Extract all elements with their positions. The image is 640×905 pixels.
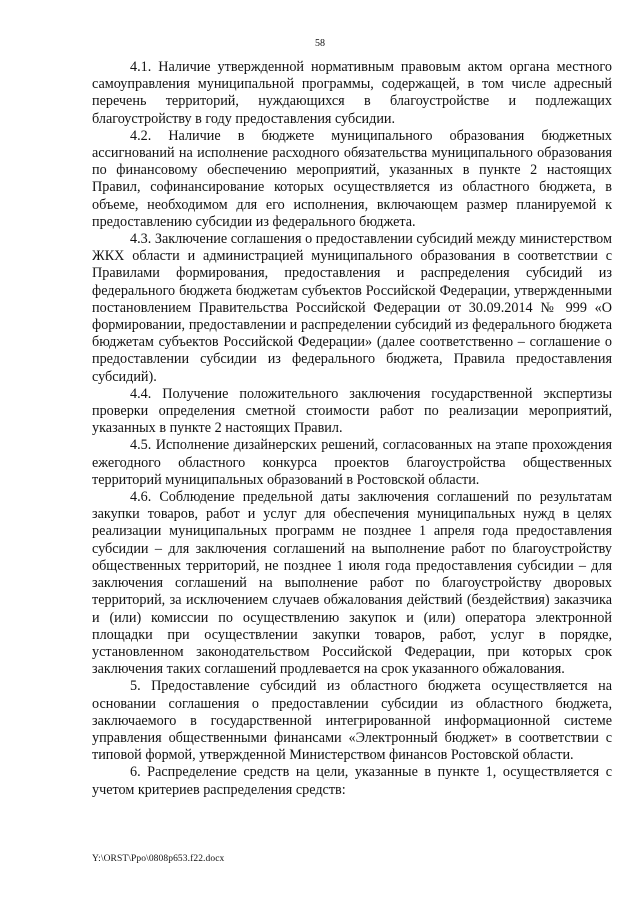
paragraph-4-3: 4.3. Заключение соглашения о предоставлении субсидий между министерством ЖКХ области и администрацией муниципального образования в соответствии с Правилами формирования, предоставления и распределения субсидий из федерального бюджета бюджетам субъектов Российской Федерации, утвержденными постановлением Правительства Российской Федерации от 30.09.2014 № 999 «О формировании, предоставлении и распределении субсидий из федерального бюджета бюджетам субъектов Российской Федерации» (далее соответственно – соглашение о предоставлении субсидии из федерального бюджета, Правила предоставления субсидий). [92, 231, 612, 385]
footer-file-path: Y:\ORST\Ppo\0808p653.f22.docx [92, 854, 225, 864]
page-number: 58 [315, 38, 325, 49]
paragraph-4-5: 4.5. Исполнение дизайнерских решений, согласованных на этапе прохождения ежегодного областного конкурса проектов благоустройства общественных территорий муниципальных образований в Ростовской области. [92, 437, 612, 488]
paragraph-4-6: 4.6. Соблюдение предельной даты заключения соглашений по результатам закупки товаров, работ и услуг для обеспечения муниципальных нужд в целях реализации муниципальных программ не позднее 1 апреля года предоставления субсидии – для заключения соглашений на выполнение работ по благоустройству общественных территорий, не позднее 1 июля года предоставления субсидии – для заключения соглашений на выполнение работ по благоустройству дворовых территорий, за исключением случаев обжалования действий (бездействия) заказчика и (или) комиссии по осуществлению закупок и (или) оператора электронной площадки при осуществлении закупки товаров, работ, услуг в порядке, установленном законодательством Российской Федерации, при которых срок заключения таких соглашений продлевается на срок указанного обжалования. [92, 489, 612, 678]
paragraph-5: 5. Предоставление субсидий из областного бюджета осуществляется на основании соглашения о предоставлении субсидии из областного бюджета, заключаемого в государственной интегрированной информационной системе управления общественными финансами «Электронный бюджет» в соответствии с типовой формой, утвержденной Министерством финансов Ростовской области. [92, 678, 612, 764]
paragraph-4-1: 4.1. Наличие утвержденной нормативным правовым актом органа местного самоуправления муниципальной программы, содержащей, в том числе адресный перечень территорий, нуждающихся в благоустройстве и подлежащих благоустройству в году предоставления субсидии. [92, 59, 612, 127]
document-body [92, 59, 612, 799]
paragraph-6: 6. Распределение средств на цели, указанные в пункте 1, осуществляется с учетом критериев распределения средств: [92, 764, 612, 798]
paragraph-4-2: 4.2. Наличие в бюджете муниципального образования бюджетных ассигнований на исполнение расходного обязательства муниципального образования по финансовому обеспечению мероприятий, указанных в пункте 2 настоящих Правил, софинансирование которых осуществляется из областного бюджета, в объеме, необходимом для его исполнения, включающем размер планируемой к предоставлению субсидии из федерального бюджета. [92, 127, 612, 230]
paragraph-4-4: 4.4. Получение положительного заключения государственной экспертизы проверки определения сметной стоимости работ по реализации мероприятий, указанных в пункте 2 настоящих Правил. [92, 385, 612, 437]
